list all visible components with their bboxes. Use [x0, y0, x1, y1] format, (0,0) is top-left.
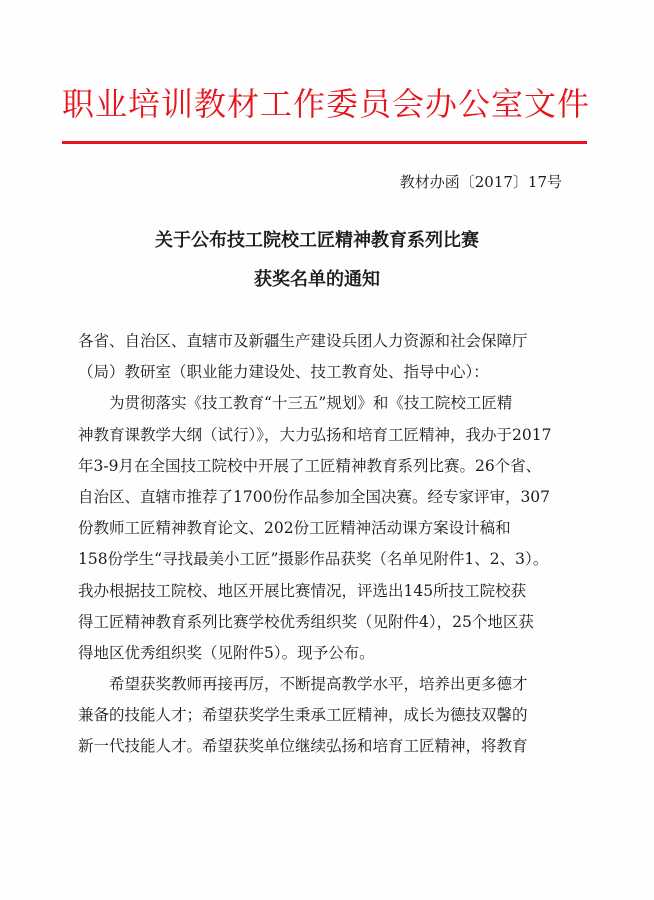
body-line: 为贯彻落实《技工教育“十三五”规划》和《技工院校工匠精: [109, 394, 513, 413]
notice-title-line-1: 关于公布技工院校工匠精神教育系列比赛: [155, 230, 479, 251]
body-line: 自治区、直辖市推荐了1700份作品参加全国决赛。经专家评审，307: [78, 487, 551, 506]
document-number: 教材办函〔2017〕17号: [399, 173, 562, 191]
red-divider-line: [62, 141, 587, 144]
notice-title-line-2: 获奖名单的通知: [254, 269, 380, 290]
body-line: 各省、自治区、直辖市及新疆生产建设兵团人力资源和社会保障厅: [78, 332, 528, 350]
body-line: 得工匠精神教育系列比赛学校优秀组织奖（见附件4），25个地区获: [78, 612, 534, 631]
body-line: 神教育课教学大纲（试行）》，大力弘扬和培育工匠精神，我办于2017: [78, 425, 552, 444]
body-line: 我办根据技工院校、地区开展比赛情况，评选出145所技工院校获: [78, 581, 527, 600]
body-line: 新一代技能人才。希望获奖单位继续弘扬和培育工匠精神，将教育: [78, 737, 528, 756]
body-line: 158份学生“寻找最美小工匠”摄影作品获奖（名单见附件1、2、3）。: [78, 550, 549, 569]
body-line: 年3-9月在全国技工院校中开展了工匠精神教育系列比赛。26个省、: [78, 456, 542, 475]
body-line: （局）教研室（职业能力建设处、技工教育处、指导中心）：: [78, 363, 489, 382]
body-line: 得地区优秀组织奖（见附件5）。现予公布。: [78, 643, 375, 662]
body-line: 兼备的技能人才；希望获奖学生秉承工匠精神，成长为德技双馨的: [78, 706, 528, 725]
body-line: 希望获奖教师再接再厉，不断提高教学水平，培养出更多德才: [109, 675, 528, 694]
body-line: 份教师工匠精神教育论文、202份工匠精神活动课方案设计稿和: [78, 519, 511, 538]
notice-body: [78, 326, 586, 763]
document-header-title: 职业培训教材工作委员会办公室文件: [62, 85, 591, 123]
